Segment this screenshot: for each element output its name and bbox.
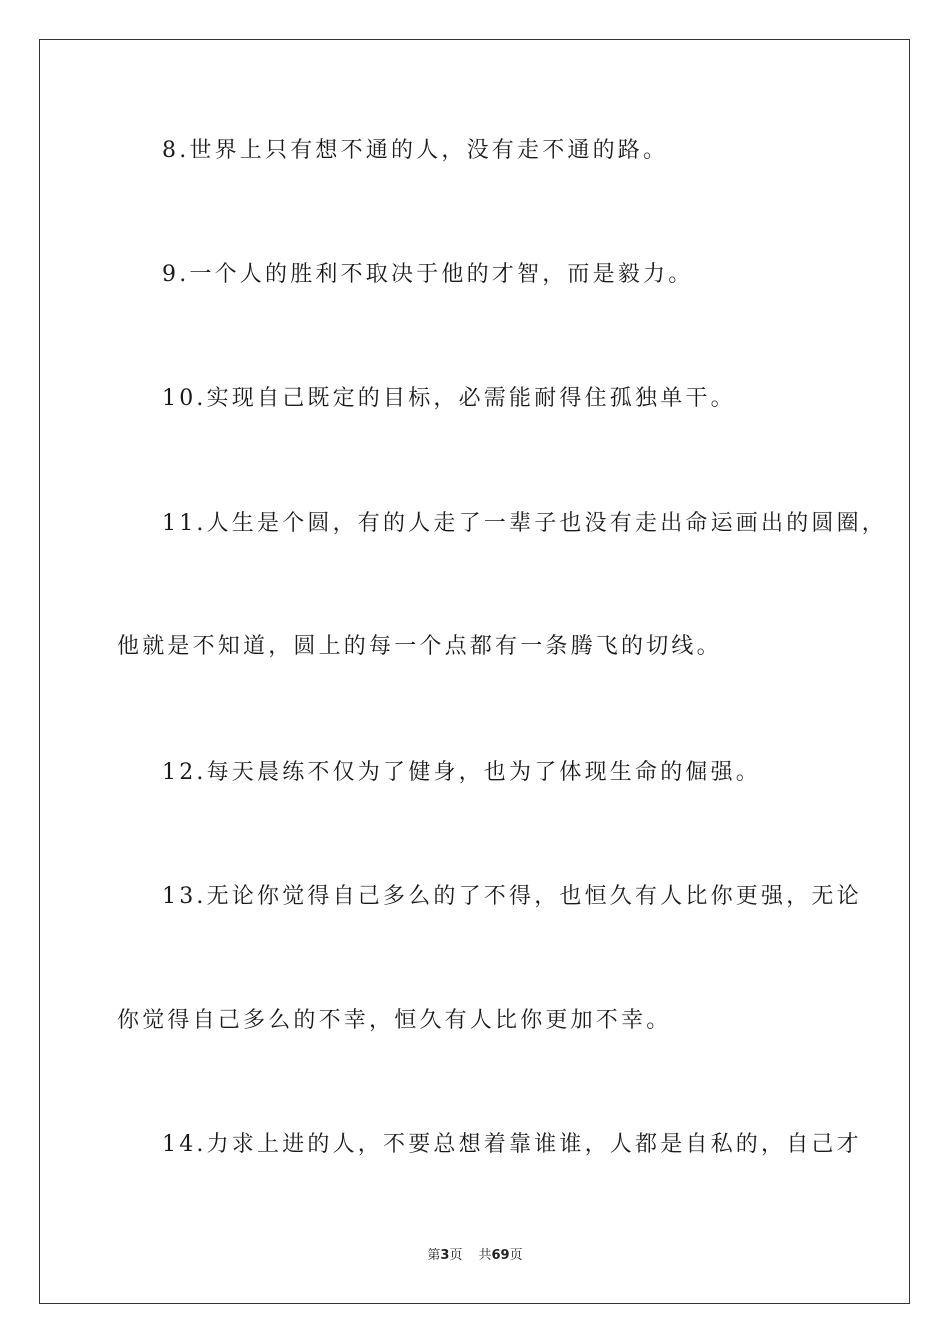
paragraph-9-line-1: 9.一个人的胜利不取决于他的才智，而是毅力。 [162, 262, 694, 287]
paragraph-8-line-1: 8.世界上只有想不通的人，没有走不通的路。 [162, 138, 669, 163]
footer-total-suffix: 页 [509, 1248, 523, 1263]
footer-total-pages: 69 [491, 1248, 510, 1263]
paragraph-13-line-2: 你觉得自己多么的不幸，恒久有人比你更加不幸。 [117, 1008, 672, 1033]
paragraph-11-line-1: 11.人生是个圆，有的人走了一辈子也没有走出命运画出的圆圈， [162, 511, 887, 536]
paragraph-12-line-1: 12.每天晨练不仅为了健身，也为了体现生命的倔强。 [162, 760, 761, 785]
paragraph-11-line-2: 他就是不知道，圆上的每一个点都有一条腾飞的切线。 [117, 634, 722, 659]
paragraph-14-line-1: 14.力求上进的人，不要总想着靠谁谁，人都是自私的，自己才 [162, 1132, 862, 1157]
paragraph-13-line-1: 13.无论你觉得自己多么的了不得，也恒久有人比你更强，无论 [162, 884, 862, 909]
footer-page-prefix: 第 [427, 1248, 441, 1263]
page-border [39, 39, 910, 1304]
footer-total-prefix: 共 [478, 1248, 492, 1263]
footer-page-suffix: 页 [449, 1248, 463, 1263]
paragraph-10-line-1: 10.实现自己既定的目标，必需能耐得住孤独单干。 [162, 386, 736, 411]
page-footer [0, 1247, 950, 1265]
footer-page-number: 3 [440, 1248, 450, 1263]
